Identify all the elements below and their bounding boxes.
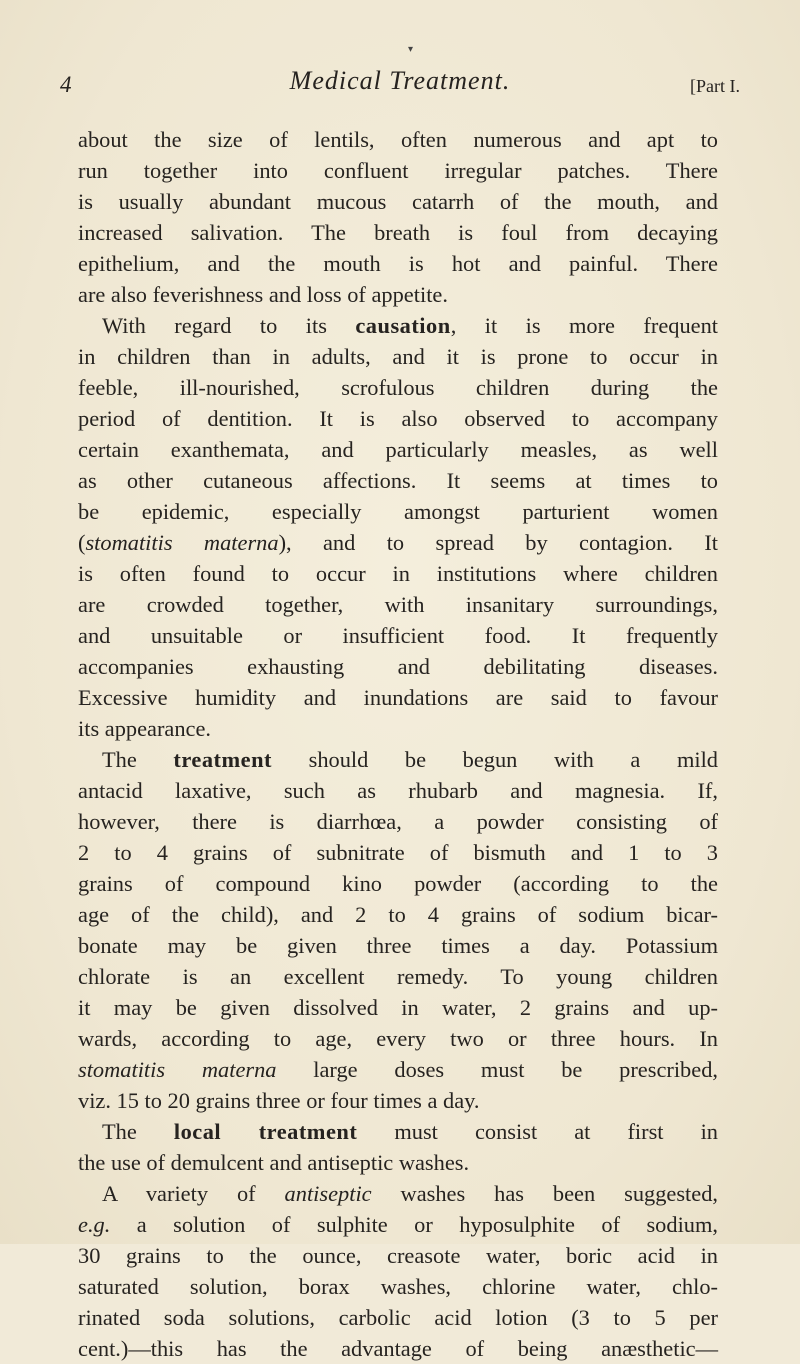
text-line: [78, 744, 718, 775]
text-line: [78, 1209, 718, 1240]
text-line: [78, 527, 718, 558]
italic-term: stomatitis materna: [85, 530, 279, 555]
text-line: [78, 310, 718, 341]
page-number: 4: [60, 72, 72, 97]
text-line: about the size of lentils, often numerous and apt to: [78, 127, 718, 152]
italic-term: stomatitis materna: [78, 1057, 277, 1082]
bold-term: causation: [355, 313, 451, 338]
text-line: it may be given dissolved in water, 2 grains and up-: [78, 995, 718, 1020]
part-label: [Part I.: [690, 76, 740, 96]
text-line: Excessive humidity and inundations are said to favour: [78, 685, 718, 710]
text-line: rinated soda solutions, carbolic acid lotion (3 to 5 per: [78, 1305, 718, 1330]
text-line: chlorate is an excellent remedy. To young children: [78, 964, 718, 989]
text-line: the use of demulcent and antiseptic washes.: [78, 1150, 470, 1175]
text-line: certain exanthemata, and particularly measles, as well: [78, 437, 718, 462]
text-line: is often found to occur in institutions where children: [78, 561, 718, 586]
text-run: (: [78, 530, 86, 555]
text-line: [78, 1054, 718, 1085]
text-line: feeble, ill-nourished, scrofulous children during the: [78, 375, 718, 400]
text-line: antacid laxative, such as rhubarb and magnesia. If,: [78, 778, 718, 803]
text-run: washes has been suggested,: [371, 1181, 719, 1206]
text-run: should be begun with a mild: [272, 747, 718, 772]
text-line: wards, according to age, every two or three hours. In: [78, 1026, 718, 1051]
bold-term: local treatment: [173, 1119, 358, 1144]
running-title: Medical Treatment.: [289, 66, 511, 95]
text-line: run together into confluent irregular patches. There: [78, 158, 718, 183]
page-header: [0, 66, 800, 106]
text-line: is usually abundant mucous catarrh of the mouth, and: [78, 189, 718, 214]
text-run: ), and to spread by contagion. It: [278, 530, 718, 555]
text-line: [78, 1116, 718, 1147]
text-line: are crowded together, with insanitary surroundings,: [78, 592, 718, 617]
text-line: are also feverishness and loss of appetite.: [78, 282, 448, 307]
text-line: 30 grains to the ounce, creasote water, boric acid in: [78, 1243, 718, 1268]
text-line: and unsuitable or insufficient food. It frequently: [78, 623, 718, 648]
text-run: large doses must be prescribed,: [276, 1057, 718, 1082]
text-line: [78, 1178, 718, 1209]
text-line: saturated solution, borax washes, chlorine water, chlo-: [78, 1274, 718, 1299]
printer-mark: ▾: [408, 44, 414, 55]
text-line: in children than in adults, and it is prone to occur in: [78, 344, 718, 369]
text-line: be epidemic, especially amongst parturient women: [78, 499, 718, 524]
text-line: period of dentition. It is also observed to accompany: [78, 406, 718, 431]
text-run: The: [102, 1119, 174, 1144]
text-line: bonate may be given three times a day. Potassium: [78, 933, 718, 958]
text-run: The: [102, 747, 174, 772]
text-run: , it is more frequent: [450, 313, 718, 338]
body-text: [78, 124, 718, 1364]
text-line: epithelium, and the mouth is hot and painful. There: [78, 251, 718, 276]
text-line: viz. 15 to 20 grains three or four times a day.: [78, 1088, 480, 1113]
text-line: as other cutaneous affections. It seems at times to: [78, 468, 718, 493]
text-run: a solution of sulphite or hyposulphite of sodium,: [110, 1212, 718, 1237]
italic-term: antiseptic: [284, 1181, 372, 1206]
text-line: its appearance.: [78, 716, 212, 741]
bold-term: treatment: [173, 747, 272, 772]
text-line: grains of compound kino powder (according to the: [78, 871, 718, 896]
text-line: accompanies exhausting and debilitating diseases.: [78, 654, 718, 679]
text-line: cent.)—this has the advantage of being anæsthetic—: [78, 1336, 718, 1361]
text-run: A variety of: [102, 1181, 285, 1206]
text-run: With regard to its: [102, 313, 356, 338]
text-run: must consist at first in: [357, 1119, 718, 1144]
italic-term: e.g.: [78, 1212, 111, 1237]
text-line: age of the child), and 2 to 4 grains of sodium bicar-: [78, 902, 718, 927]
text-line: 2 to 4 grains of subnitrate of bismuth and 1 to 3: [78, 840, 718, 865]
text-line: however, there is diarrhœa, a powder consisting of: [78, 809, 718, 834]
text-line: increased salivation. The breath is foul from decaying: [78, 220, 718, 245]
